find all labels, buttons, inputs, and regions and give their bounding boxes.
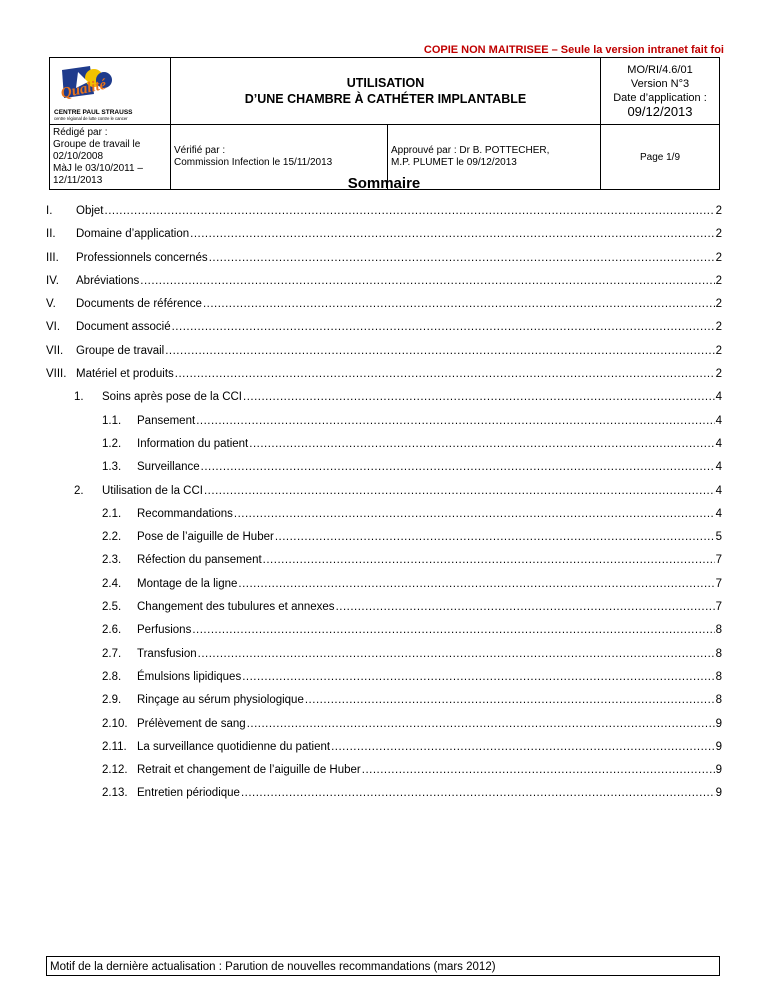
toc-dot-leader <box>204 485 715 497</box>
toc-entry-number: VI. <box>46 321 61 334</box>
toc-entry[interactable] <box>46 438 722 461</box>
toc-dot-leader <box>198 648 715 660</box>
toc-entry[interactable] <box>46 485 722 508</box>
toc-dot-leader <box>140 275 714 287</box>
toc-entry-label: Utilisation de la CCI <box>102 484 203 497</box>
footer-last-update: Motif de la dernière actualisation : Parution de nouvelles recommandations (mars 2012) <box>46 956 720 976</box>
toc-dot-leader <box>192 624 714 636</box>
document-header <box>49 57 720 190</box>
toc-entry-page: 4 <box>715 437 722 450</box>
toc-entry-label: Domaine d’application <box>76 228 190 241</box>
toc-entry-page: 9 <box>715 764 722 777</box>
toc-dot-leader <box>305 694 715 706</box>
toc-entry-number: 2.12. <box>102 764 128 777</box>
toc-entry-label: Pose de l’aiguille de Huber <box>137 531 274 544</box>
toc-entry-number: 2.7. <box>102 647 122 660</box>
toc-dot-leader <box>263 554 715 566</box>
toc-entry-page: 4 <box>715 461 722 474</box>
toc-entry-number: VIII. <box>46 368 67 381</box>
toc-entry-label: Montage de la ligne <box>137 577 238 590</box>
toc-entry-number: 1. <box>74 391 84 404</box>
toc-entry-number: 2.10. <box>102 717 128 730</box>
toc-entry[interactable] <box>46 391 722 414</box>
toc-dot-leader <box>249 438 714 450</box>
version: Version N°3 <box>630 78 690 90</box>
toc-entry-number: 2.8. <box>102 670 122 683</box>
logo-word: Qualité <box>59 76 108 102</box>
toc-entry-label: Émulsions lipidiques <box>137 670 242 683</box>
toc-entry-label: Document associé <box>76 321 171 334</box>
redige-line-2: MàJ le 03/10/2011 – 12/11/2013 <box>53 163 143 186</box>
toc-entry[interactable] <box>46 764 722 787</box>
toc-entry-page: 9 <box>715 787 722 800</box>
toc-entry[interactable] <box>46 554 722 577</box>
toc-dot-leader <box>209 252 715 264</box>
toc-entry-label: Soins après pose de la CCI <box>102 391 242 404</box>
toc-entry-page: 2 <box>715 205 722 217</box>
toc-dot-leader <box>243 391 715 403</box>
toc-entry[interactable] <box>46 624 722 647</box>
toc-entry[interactable] <box>46 508 722 531</box>
verifie-value: Commission Infection le 15/11/2013 <box>174 157 333 168</box>
toc-entry-number: I. <box>46 205 53 217</box>
toc-entry-number: 2.3. <box>102 554 122 567</box>
toc-entry[interactable] <box>46 298 722 321</box>
toc-entry-page: 4 <box>715 507 722 520</box>
toc-entry[interactable] <box>46 787 722 810</box>
toc-entry-page: 8 <box>715 624 722 637</box>
toc-entry-page: 2 <box>715 251 722 264</box>
toc-entry[interactable] <box>46 415 722 438</box>
toc-entry-page: 7 <box>715 577 722 590</box>
toc-entry[interactable] <box>46 275 722 298</box>
toc-entry-label: Perfusions <box>137 624 192 637</box>
logo-org-subtitle: centre régional de lutte contre le cancer <box>54 116 128 121</box>
toc-entry-page: 2 <box>715 274 722 287</box>
toc-entry-label: Entretien périodique <box>137 787 240 800</box>
toc-dot-leader <box>105 205 715 217</box>
toc-dot-leader <box>247 718 715 730</box>
toc-entry-label: La surveillance quotidienne du patient <box>137 740 331 753</box>
toc-entry[interactable] <box>46 228 722 251</box>
toc-dot-leader <box>203 298 715 310</box>
toc-dot-leader <box>275 531 715 543</box>
toc-entry-page: 2 <box>715 344 722 357</box>
toc-entry-label: Documents de référence <box>76 298 202 311</box>
toc-entry[interactable] <box>46 718 722 741</box>
document-title <box>171 58 601 125</box>
toc-dot-leader <box>241 787 715 799</box>
toc-entry-label: Matériel et produits <box>76 368 174 381</box>
approuve-line-1: Approuvé par : Dr B. POTTECHER, <box>391 145 550 156</box>
toc-entry-page: 2 <box>715 321 722 334</box>
toc-entry-label: Information du patient <box>137 437 249 450</box>
centre-paul-strauss-logo <box>50 58 170 124</box>
sommaire-title: Sommaire <box>347 175 421 192</box>
toc-dot-leader <box>165 345 714 357</box>
title-line-1: UTILISATION <box>346 76 425 90</box>
toc-dot-leader <box>238 578 714 590</box>
toc-dot-leader <box>196 415 714 427</box>
toc-entry[interactable] <box>46 368 722 391</box>
toc-dot-leader <box>190 228 714 240</box>
toc-entry-number: 1.3. <box>102 461 122 474</box>
toc-entry-number: 2.4. <box>102 577 122 590</box>
toc-dot-leader <box>336 601 715 613</box>
toc-dot-leader <box>242 671 714 683</box>
toc-entry[interactable] <box>46 648 722 671</box>
approuve-line-2: M.P. PLUMET le 09/12/2013 <box>391 157 517 168</box>
toc-entry-number: VII. <box>46 344 64 357</box>
toc-entry-number: 1.2. <box>102 437 122 450</box>
toc-entry[interactable] <box>46 321 722 344</box>
toc-dot-leader <box>201 461 715 473</box>
toc-entry-page: 2 <box>715 368 722 381</box>
toc-entry-label: Surveillance <box>137 461 200 474</box>
toc-entry-number: III. <box>46 251 59 264</box>
reference-code: MO/RI/4.6/01 <box>627 64 693 76</box>
toc-entry-number: 2.2. <box>102 531 122 544</box>
toc-entry-number: 2.13. <box>102 787 128 800</box>
date-value: 09/12/2013 <box>627 104 693 119</box>
toc-entry-page: 7 <box>715 554 722 567</box>
toc-entry[interactable] <box>46 252 722 275</box>
toc-entry[interactable] <box>46 601 722 624</box>
toc-dot-leader <box>234 508 715 520</box>
toc-entry[interactable] <box>46 578 722 601</box>
reference-cell <box>601 58 720 125</box>
toc-entry[interactable] <box>46 461 722 484</box>
toc-entry-label: Pansement <box>137 414 196 427</box>
toc-entry-label: Retrait et changement de l’aiguille de Huber <box>137 764 361 777</box>
toc-entry[interactable] <box>46 671 722 694</box>
logo-cell <box>50 58 171 125</box>
toc-entry-page: 8 <box>715 694 722 707</box>
redige-label: Rédigé par : <box>53 127 108 138</box>
toc-dot-leader <box>362 764 715 776</box>
toc-entry[interactable] <box>46 205 722 228</box>
page-number: Page 1/9 <box>601 125 720 190</box>
toc-entry-page: 9 <box>715 717 722 730</box>
toc-entry-number: 2.1. <box>102 507 122 520</box>
toc-entry-number: 2. <box>74 484 84 497</box>
toc-entry-page: 8 <box>715 670 722 683</box>
copy-notice: COPIE NON MAITRISEE – Seule la version intranet fait foi <box>423 44 724 56</box>
toc-entry-page: 8 <box>715 647 722 660</box>
toc-dot-leader <box>331 741 715 753</box>
logo-graphic <box>50 58 170 124</box>
toc-entry-number: V. <box>46 298 56 311</box>
toc-entry-label: Professionnels concernés <box>76 251 208 264</box>
toc-entry-page: 9 <box>715 740 722 753</box>
redige-line-1: Groupe de travail le 02/10/2008 <box>53 139 141 162</box>
toc-entry[interactable] <box>46 345 722 368</box>
toc-entry-number: 2.11. <box>102 740 127 753</box>
toc-entry-label: Objet <box>76 205 104 217</box>
toc-entry-label: Changement des tubulures et annexes <box>137 601 335 614</box>
toc-entry-page: 7 <box>715 601 722 614</box>
toc-entry[interactable] <box>46 741 722 764</box>
toc-dot-leader <box>172 321 715 333</box>
toc-entry-number: 2.9. <box>102 694 122 707</box>
title-line-2: D’UNE CHAMBRE À CATHÉTER IMPLANTABLE <box>244 92 527 106</box>
toc-entry-label: Groupe de travail <box>76 344 165 357</box>
toc-entry-number: II. <box>46 228 56 241</box>
toc-entry-page: 4 <box>715 391 722 404</box>
table-of-contents <box>46 205 722 811</box>
toc-entry-label: Transfusion <box>137 647 197 660</box>
toc-entry-label: Rinçage au sérum physiologique <box>137 694 304 707</box>
verifie-label: Vérifié par : <box>174 145 226 156</box>
toc-entry-page: 5 <box>715 531 722 544</box>
toc-entry-page: 4 <box>715 484 722 497</box>
toc-entry-label: Prélèvement de sang <box>137 717 246 730</box>
toc-entry-number: 2.6. <box>102 624 122 637</box>
toc-entry-page: 4 <box>715 414 722 427</box>
toc-entry-label: Réfection du pansement <box>137 554 262 567</box>
toc-entry-number: IV. <box>46 274 60 287</box>
toc-entry-label: Recommandations <box>137 507 233 520</box>
toc-entry-number: 2.5. <box>102 601 122 614</box>
toc-entry-number: 1.1. <box>102 414 122 427</box>
toc-entry[interactable] <box>46 531 722 554</box>
toc-entry-label: Abréviations <box>76 274 140 287</box>
toc-entry-page: 2 <box>715 228 722 241</box>
logo-org-name: CENTRE PAUL STRAUSS <box>54 109 133 116</box>
toc-entry[interactable] <box>46 694 722 717</box>
toc-entry-page: 2 <box>715 298 722 311</box>
toc-dot-leader <box>175 368 715 380</box>
date-label: Date d’application : <box>613 92 707 104</box>
